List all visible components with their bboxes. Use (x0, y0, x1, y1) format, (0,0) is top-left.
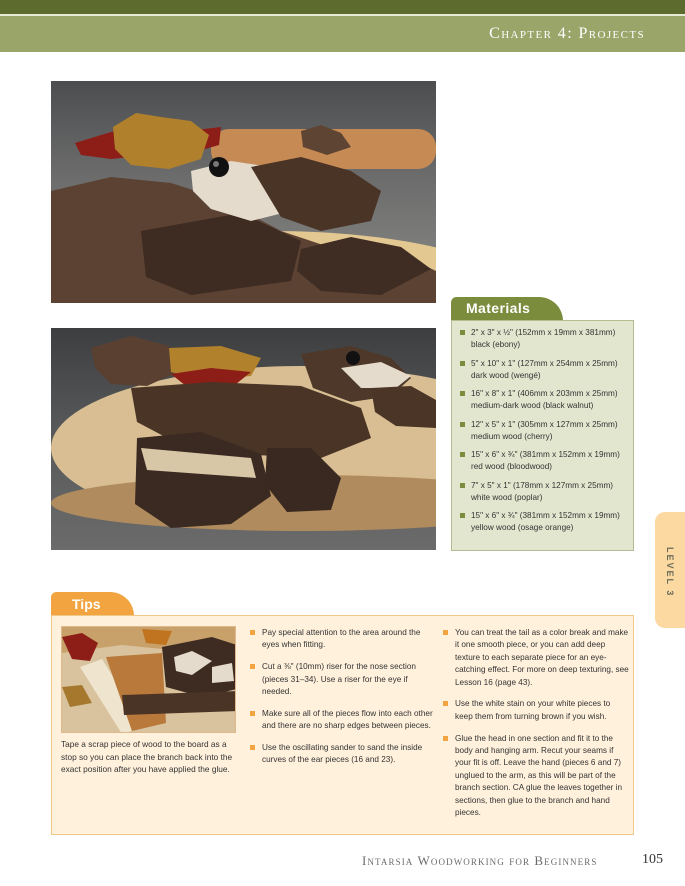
tip-item: Use the oscillating sander to sand the inside curves of the ear pieces (16 and 23). (250, 742, 436, 767)
materials-title: Materials (466, 300, 531, 316)
materials-item: 5" x 10" x 1" (127mm x 254mm x 25mm) dark wood (wengé) (459, 358, 629, 382)
tip-item: Make sure all of the pieces flow into each other and there are no sharp edges between pieces. (250, 708, 436, 733)
chapter-title: Chapter 4: Projects (489, 25, 645, 42)
page-number: 105 (642, 852, 663, 867)
tip-item: Use the white stain on your white pieces to keep them from turning brown if you wish. (443, 698, 629, 723)
header-dark-stripe (0, 0, 685, 14)
tip-item: You can treat the tail as a color break and make it one smooth piece, or you can add deep texture to each separate piece for an eye-catching effect. For more on deep texturing, see Lesson 16 (page 43). (443, 627, 629, 689)
tips-column-right (443, 627, 629, 829)
materials-list (459, 327, 629, 541)
materials-item: 15" x 6" x ¾" (381mm x 152mm x 19mm) red wood (bloodwood) (459, 449, 629, 473)
materials-item: 15" x 6" x ¾" (381mm x 152mm x 19mm) yellow wood (osage orange) (459, 510, 629, 534)
photo-raccoon-on-board (51, 328, 436, 550)
tips-column-left (250, 627, 436, 776)
tip-item: Glue the head in one section and fit it to the body and hanging arm. Recut your seams if your fit is off. Leave the hand (pieces 6 and 7) unglued to the arm, as this will be part of the branch section. CA glue the leaves together in sections, then glue to the branch and hand pieces. (443, 733, 629, 820)
level-label: LEVEL 3 (665, 547, 675, 598)
footer-book-title: Intarsia Woodworking for Beginners (362, 853, 598, 868)
photo-raccoon-closeup (51, 81, 436, 303)
tips-title: Tips (72, 596, 101, 612)
tip-item: Cut a ⅜" (10mm) riser for the nose section (pieces 31–34). Use a riser for the eye if needed. (250, 661, 436, 698)
materials-item: 16" x 8" x 1" (406mm x 203mm x 25mm) medium-dark wood (black walnut) (459, 388, 629, 412)
photo-scrap-wood-stop (61, 626, 236, 733)
materials-item: 7" x 5" x 1" (178mm x 127mm x 25mm) white wood (poplar) (459, 480, 629, 504)
materials-item: 2" x 3" x ½" (152mm x 19mm x 381mm) black (ebony) (459, 327, 629, 351)
tips-photo-caption: Tape a scrap piece of wood to the board as a stop so you can place the branch back into the exact position after you have applied the glue. (61, 739, 233, 775)
tip-item: Pay special attention to the area around the eyes when fitting. (250, 627, 436, 652)
materials-item: 12" x 5" x 1" (305mm x 127mm x 25mm) medium wood (cherry) (459, 419, 629, 443)
